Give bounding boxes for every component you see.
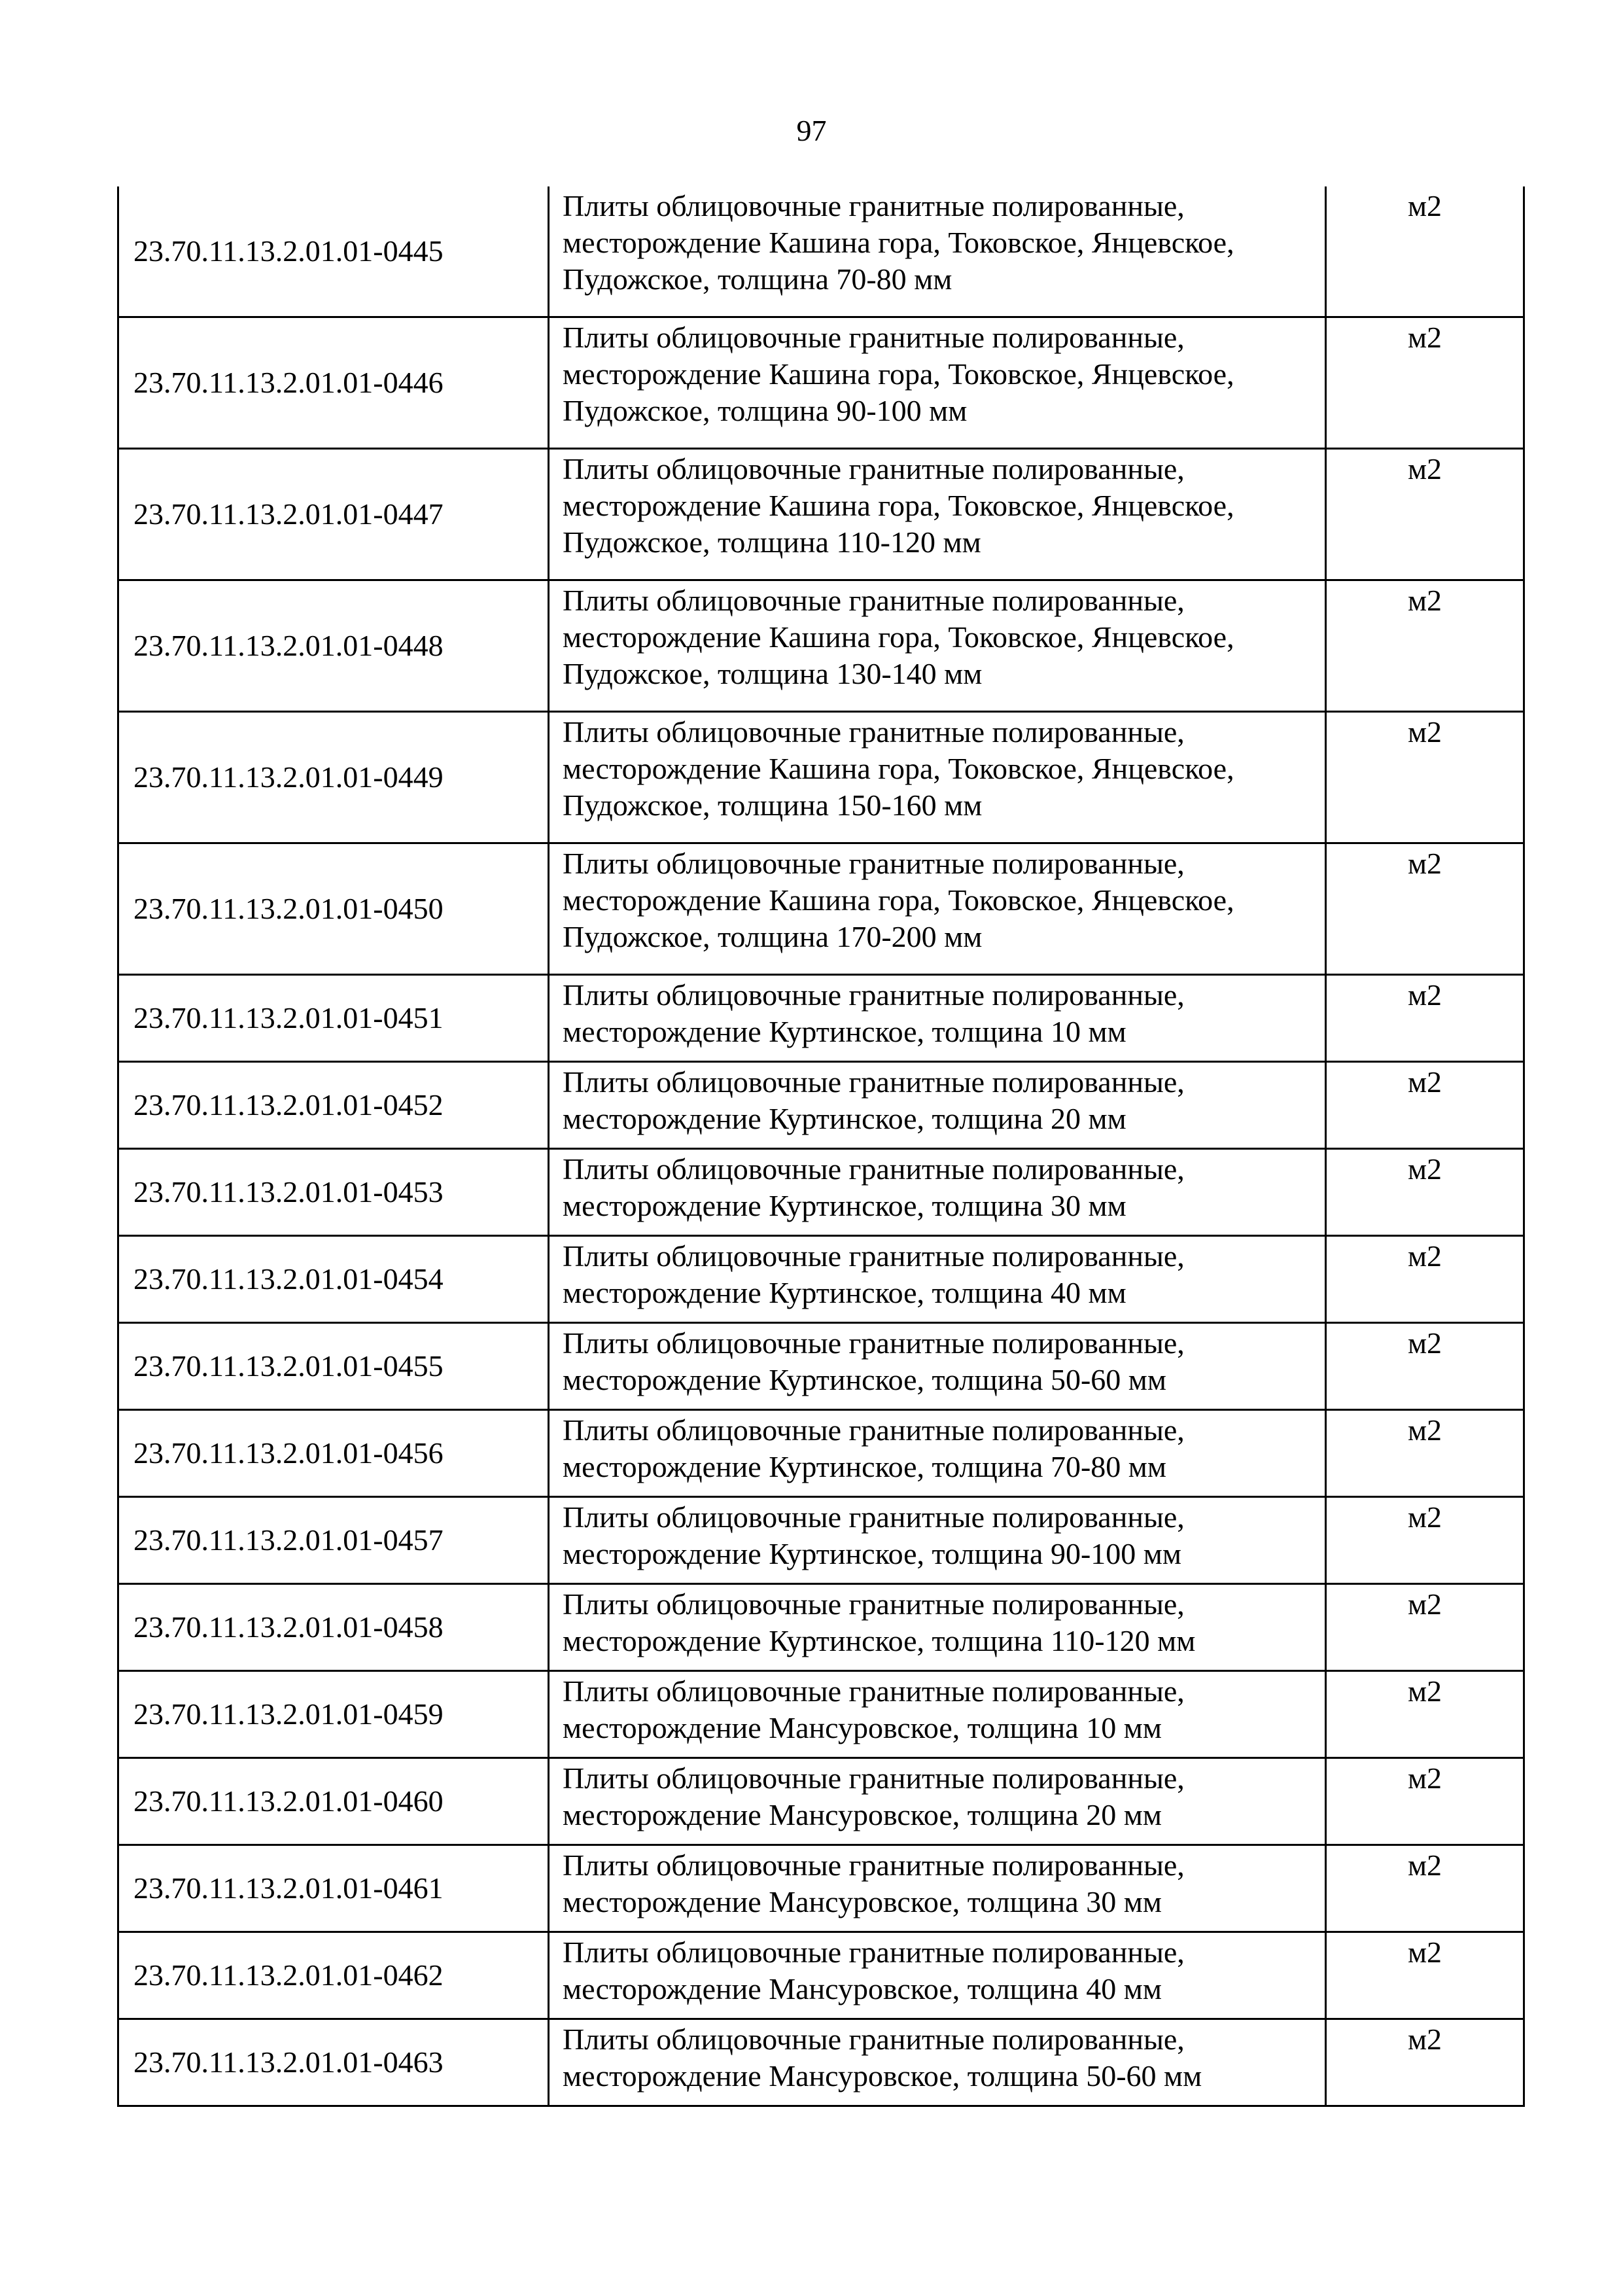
resource-name-line: Плиты облицовочные гранитные полированные,: [563, 1848, 1185, 1882]
resource-name-line: месторождение Куртинское, толщина 50-60 мм: [563, 1363, 1167, 1396]
resource-name-cell: [549, 1410, 1326, 1497]
unit-cell: м2: [1326, 1845, 1524, 1932]
resource-name-cell: [549, 843, 1326, 975]
unit-cell: м2: [1326, 1671, 1524, 1758]
resource-name-line: месторождение Куртинское, толщина 70-80 мм: [563, 1450, 1167, 1483]
resource-name-line: месторождение Мансуровское, толщина 40 мм: [563, 1972, 1162, 2005]
resource-name-line: месторождение Кашина гора, Токовское, Янцевское,: [563, 489, 1234, 522]
table-row: [118, 1149, 1524, 1236]
resource-name-line: Плиты облицовочные гранитные полированные,: [563, 847, 1185, 880]
resource-name-line: Пудожское, толщина 130-140 мм: [563, 657, 983, 690]
resource-name-line: месторождение Кашина гора, Токовское, Янцевское,: [563, 620, 1234, 654]
resource-code-cell: 23.70.11.13.2.01.01-0453: [118, 1149, 549, 1236]
resource-code-cell: 23.70.11.13.2.01.01-0448: [118, 580, 549, 712]
unit-cell: м2: [1326, 1410, 1524, 1497]
table-row: [118, 1062, 1524, 1149]
resource-name-line: Плиты облицовочные гранитные полированные,: [563, 1674, 1185, 1708]
unit-cell: м2: [1326, 1236, 1524, 1323]
resource-name-line: месторождение Кашина гора, Токовское, Янцевское,: [563, 883, 1234, 917]
resource-name-line: Плиты облицовочные гранитные полированные,: [563, 2022, 1185, 2056]
resource-name-cell: [549, 1845, 1326, 1932]
resource-code-cell: 23.70.11.13.2.01.01-0459: [118, 1671, 549, 1758]
resource-table: [117, 186, 1525, 2107]
table-row: [118, 1845, 1524, 1932]
table-row: [118, 843, 1524, 975]
resource-code-cell: 23.70.11.13.2.01.01-0456: [118, 1410, 549, 1497]
unit-cell: м2: [1326, 580, 1524, 712]
resource-name-cell: [549, 975, 1326, 1062]
page-number: 97: [796, 114, 827, 147]
resource-name-line: Пудожское, толщина 110-120 мм: [563, 525, 981, 559]
resource-name-line: месторождение Куртинское, толщина 110-120 мм: [563, 1624, 1196, 1657]
unit-cell: м2: [1326, 1062, 1524, 1149]
table-row: [118, 2019, 1524, 2106]
unit-cell: м2: [1326, 975, 1524, 1062]
resource-name-line: Пудожское, толщина 90-100 мм: [563, 394, 968, 427]
resource-name-line: месторождение Кашина гора, Токовское, Янцевское,: [563, 752, 1234, 785]
table-body: [118, 186, 1524, 2106]
unit-cell: м2: [1326, 186, 1524, 317]
resource-name-cell: [549, 1671, 1326, 1758]
resource-code-cell: 23.70.11.13.2.01.01-0455: [118, 1323, 549, 1410]
resource-name-line: Плиты облицовочные гранитные полированные,: [563, 1761, 1185, 1795]
table-row: [118, 1671, 1524, 1758]
resource-name-cell: [549, 712, 1326, 843]
unit-cell: м2: [1326, 712, 1524, 843]
resource-code-cell: 23.70.11.13.2.01.01-0454: [118, 1236, 549, 1323]
table-row: [118, 1323, 1524, 1410]
resource-name-cell: [549, 1323, 1326, 1410]
resource-name-line: Плиты облицовочные гранитные полированные,: [563, 189, 1185, 222]
unit-cell: м2: [1326, 1497, 1524, 1584]
table-row: [118, 1584, 1524, 1671]
table-row: [118, 1497, 1524, 1584]
resource-name-line: месторождение Куртинское, толщина 20 мм: [563, 1102, 1126, 1135]
table-row: [118, 1236, 1524, 1323]
resource-name-cell: [549, 317, 1326, 449]
resource-code-cell: 23.70.11.13.2.01.01-0447: [118, 449, 549, 580]
resource-name-cell: [549, 580, 1326, 712]
resource-code-cell: 23.70.11.13.2.01.01-0461: [118, 1845, 549, 1932]
resource-name-line: Плиты облицовочные гранитные полированные,: [563, 452, 1185, 486]
resource-name-line: Пудожское, толщина 70-80 мм: [563, 262, 952, 296]
resource-name-cell: [549, 2019, 1326, 2106]
resource-name-cell: [549, 1932, 1326, 2019]
resource-name-line: месторождение Куртинское, толщина 40 мм: [563, 1276, 1126, 1309]
table-row: [118, 580, 1524, 712]
resource-name-line: месторождение Кашина гора, Токовское, Янцевское,: [563, 357, 1234, 391]
unit-cell: м2: [1326, 1323, 1524, 1410]
resource-name-line: месторождение Куртинское, толщина 10 мм: [563, 1015, 1126, 1048]
resource-code-cell: 23.70.11.13.2.01.01-0449: [118, 712, 549, 843]
unit-cell: м2: [1326, 1584, 1524, 1671]
resource-name-line: месторождение Мансуровское, толщина 20 мм: [563, 1798, 1162, 1831]
resource-name-line: месторождение Кашина гора, Токовское, Янцевское,: [563, 226, 1234, 259]
resource-name-line: Плиты облицовочные гранитные полированные,: [563, 1500, 1185, 1534]
resource-code-cell: 23.70.11.13.2.01.01-0460: [118, 1758, 549, 1845]
resource-code-cell: 23.70.11.13.2.01.01-0446: [118, 317, 549, 449]
resource-code-cell: 23.70.11.13.2.01.01-0450: [118, 843, 549, 975]
resource-code-cell: 23.70.11.13.2.01.01-0457: [118, 1497, 549, 1584]
resource-name-line: месторождение Куртинское, толщина 90-100 мм: [563, 1537, 1182, 1570]
resource-code-cell: 23.70.11.13.2.01.01-0445: [118, 186, 549, 317]
resource-name-cell: [549, 1584, 1326, 1671]
table-row: [118, 449, 1524, 580]
resource-code-cell: 23.70.11.13.2.01.01-0462: [118, 1932, 549, 2019]
resource-name-line: Плиты облицовочные гранитные полированные,: [563, 978, 1185, 1012]
resource-name-line: Плиты облицовочные гранитные полированные,: [563, 715, 1185, 749]
unit-cell: м2: [1326, 1932, 1524, 2019]
resource-name-line: Плиты облицовочные гранитные полированные,: [563, 1065, 1185, 1099]
resource-name-line: Плиты облицовочные гранитные полированные,: [563, 1413, 1185, 1447]
table-row: [118, 186, 1524, 317]
resource-name-line: Пудожское, толщина 150-160 мм: [563, 788, 983, 822]
unit-cell: м2: [1326, 1149, 1524, 1236]
resource-name-line: месторождение Куртинское, толщина 30 мм: [563, 1189, 1126, 1222]
resource-name-line: Плиты облицовочные гранитные полированные,: [563, 1152, 1185, 1186]
resource-code-cell: 23.70.11.13.2.01.01-0463: [118, 2019, 549, 2106]
resource-name-cell: [549, 449, 1326, 580]
table-row: [118, 975, 1524, 1062]
resource-name-cell: [549, 1497, 1326, 1584]
unit-cell: м2: [1326, 449, 1524, 580]
resource-code-cell: 23.70.11.13.2.01.01-0458: [118, 1584, 549, 1671]
resource-name-line: Плиты облицовочные гранитные полированные,: [563, 321, 1185, 354]
resource-name-cell: [549, 1236, 1326, 1323]
table-row: [118, 1758, 1524, 1845]
resource-code-cell: 23.70.11.13.2.01.01-0452: [118, 1062, 549, 1149]
table-row: [118, 1932, 1524, 2019]
unit-cell: м2: [1326, 2019, 1524, 2106]
resource-name-line: Плиты облицовочные гранитные полированные,: [563, 584, 1185, 617]
resource-name-cell: [549, 186, 1326, 317]
resource-name-line: месторождение Мансуровское, толщина 30 мм: [563, 1885, 1162, 1918]
resource-code-cell: 23.70.11.13.2.01.01-0451: [118, 975, 549, 1062]
resource-name-line: Плиты облицовочные гранитные полированные,: [563, 1239, 1185, 1273]
resource-name-line: Плиты облицовочные гранитные полированные,: [563, 1587, 1185, 1621]
unit-cell: м2: [1326, 1758, 1524, 1845]
resource-name-line: месторождение Мансуровское, толщина 10 мм: [563, 1711, 1162, 1744]
unit-cell: м2: [1326, 317, 1524, 449]
table-row: [118, 317, 1524, 449]
table-row: [118, 1410, 1524, 1497]
resource-name-line: Плиты облицовочные гранитные полированные,: [563, 1935, 1185, 1969]
unit-cell: м2: [1326, 843, 1524, 975]
resource-name-line: Пудожское, толщина 170-200 мм: [563, 920, 983, 953]
resource-name-line: месторождение Мансуровское, толщина 50-60 мм: [563, 2059, 1202, 2093]
resource-name-cell: [549, 1758, 1326, 1845]
resource-name-line: Плиты облицовочные гранитные полированные,: [563, 1326, 1185, 1360]
resource-name-cell: [549, 1149, 1326, 1236]
resource-name-cell: [549, 1062, 1326, 1149]
table-row: [118, 712, 1524, 843]
